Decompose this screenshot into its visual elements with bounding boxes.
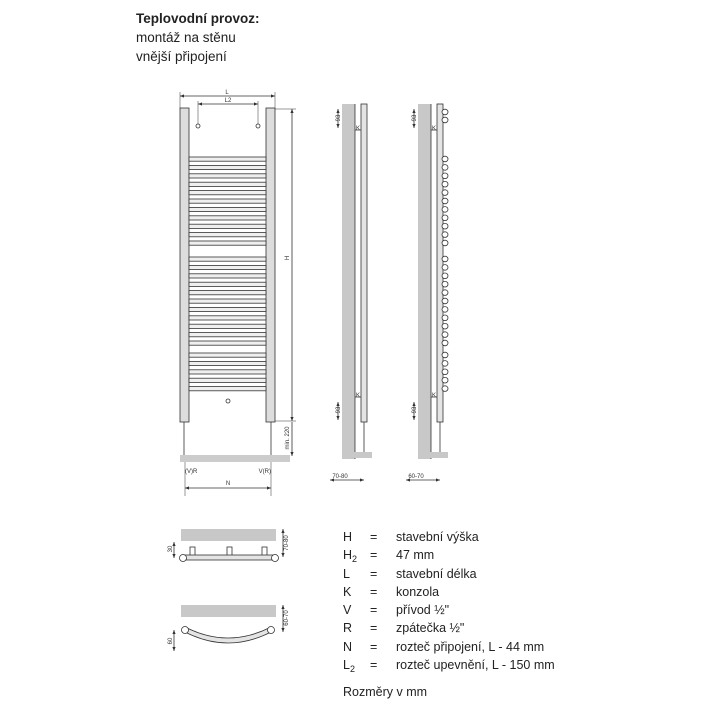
legend-symbol: K xyxy=(343,584,352,599)
dim-min220: min. 220 xyxy=(285,426,291,450)
legend-description: stavební výška xyxy=(396,530,479,544)
wall-1 xyxy=(342,104,355,459)
legend-equals: = xyxy=(370,621,378,636)
bar-profile xyxy=(442,198,448,204)
legend-description: konzola xyxy=(396,584,440,599)
front-view xyxy=(180,92,296,496)
bar-profile xyxy=(442,377,448,383)
legend-symbol: $H_2$ xyxy=(343,548,358,565)
mount-point-left xyxy=(196,124,200,128)
legend-equals: = xyxy=(370,639,378,654)
radiator-bar xyxy=(189,257,266,261)
radiator-bar xyxy=(189,233,266,237)
legend-row xyxy=(343,583,555,601)
heading-line-mounting: montáž na stěnu xyxy=(136,30,236,45)
bar-profile xyxy=(442,290,448,296)
legend-description: přívod ½" xyxy=(396,603,450,618)
bar-profile xyxy=(442,281,448,287)
curved-tube xyxy=(185,627,271,643)
bar-profile xyxy=(442,386,448,392)
dim-60-70: 60-70 xyxy=(408,474,424,480)
right-collector xyxy=(266,108,275,422)
bar-profile xyxy=(442,352,448,358)
label-vr-right: V(R) xyxy=(258,469,271,475)
dim-60-70-top: 60-70 xyxy=(284,610,290,626)
bar-profile xyxy=(442,232,448,238)
heading-title: Teplovodní provoz: xyxy=(136,11,260,26)
side-view-left xyxy=(330,104,372,480)
label-vr-left: (V)R xyxy=(185,469,198,475)
dim-60: 60 xyxy=(168,637,174,645)
bar-profile xyxy=(442,109,448,115)
legend-row xyxy=(343,601,555,619)
bar-profile xyxy=(442,256,448,262)
radiator-bar xyxy=(189,307,266,311)
dim-n: N xyxy=(225,481,231,487)
radiator-bar xyxy=(189,224,266,228)
legend-row xyxy=(343,565,555,583)
radiator-bar xyxy=(189,265,266,269)
radiator-bar xyxy=(189,341,266,345)
dim-93-bottom-2: 93 xyxy=(412,406,418,414)
dim-l2: L2 xyxy=(224,98,232,104)
legend-description: rozteč připojení, L - 44 mm xyxy=(396,639,545,654)
legend-symbol: $L_2$ xyxy=(343,658,355,675)
legend-equals: = xyxy=(370,603,378,618)
radiator-bar xyxy=(189,378,266,382)
bar-profile xyxy=(442,223,448,229)
legend-symbol: V xyxy=(343,603,352,618)
legend-description: stavební délka xyxy=(396,566,477,581)
legend xyxy=(343,528,555,674)
legend-equals: = xyxy=(370,658,378,673)
radiator-bar xyxy=(189,174,266,178)
straight-tube xyxy=(183,555,275,560)
radiator-bar xyxy=(189,361,266,365)
legend-row xyxy=(343,638,555,656)
bar-profile xyxy=(442,307,448,313)
dim-h: H xyxy=(285,255,291,261)
legend-equals: = xyxy=(370,566,378,581)
label-k-bottom-1: K xyxy=(355,393,361,399)
legend-description: 47 mm xyxy=(396,548,435,563)
bar-profile xyxy=(442,369,448,375)
side-view-right xyxy=(406,104,448,480)
dim-93-top-2: 93 xyxy=(412,114,418,122)
top-view-curved xyxy=(174,605,283,651)
floor xyxy=(180,455,290,462)
radiator-bar xyxy=(189,207,266,211)
radiator-bar xyxy=(189,282,266,286)
dim-70-80: 70-80 xyxy=(332,474,348,480)
legend-row xyxy=(343,619,555,637)
legend-symbol: H xyxy=(343,530,353,544)
radiator-bar xyxy=(189,316,266,320)
bar-profile xyxy=(442,240,448,246)
units-note: Rozměry v mm xyxy=(343,685,428,699)
heading-line-connection: vnější připojení xyxy=(136,49,227,64)
bar-profile xyxy=(442,165,448,171)
collector-side-2 xyxy=(437,104,443,422)
bar-profile xyxy=(442,298,448,304)
legend-symbol: N xyxy=(343,639,353,654)
legend-row xyxy=(343,528,555,546)
bar-profile xyxy=(442,156,448,162)
dim-l: L xyxy=(225,90,229,96)
radiator-bar xyxy=(189,299,266,303)
bar-profile xyxy=(442,273,448,279)
bar-profile xyxy=(442,207,448,213)
radiator-bar xyxy=(189,216,266,220)
top-view-straight xyxy=(174,529,283,562)
radiator-bar xyxy=(189,157,266,161)
bar-profile xyxy=(442,181,448,187)
legend-description: zpátečka ½" xyxy=(396,621,465,636)
bar-profile xyxy=(442,215,448,221)
legend-symbol: L xyxy=(343,566,350,581)
bar-profile xyxy=(442,361,448,367)
radiator-bar xyxy=(189,324,266,328)
wall-2 xyxy=(418,104,431,459)
label-k-bottom-2: K xyxy=(431,393,437,399)
bar-profile xyxy=(442,265,448,271)
legend-symbol: R xyxy=(343,621,353,636)
radiator-bar xyxy=(189,191,266,195)
label-k-top-1: K xyxy=(355,126,361,132)
radiator-bar xyxy=(189,353,266,357)
front-bars xyxy=(189,157,266,391)
legend-equals: = xyxy=(370,584,378,599)
bar-profile xyxy=(442,323,448,329)
radiator-bar xyxy=(189,291,266,295)
legend-equals: = xyxy=(370,548,378,563)
wall-top-1 xyxy=(181,529,276,541)
radiator-bar xyxy=(189,274,266,278)
radiator-bar xyxy=(189,165,266,169)
dim-70-80-top: 70-80 xyxy=(284,535,290,551)
bar-profile xyxy=(442,340,448,346)
radiator-bar xyxy=(189,199,266,203)
collector-side-1 xyxy=(361,104,367,422)
dim-93-top-1: 93 xyxy=(336,114,342,122)
radiator-bar xyxy=(189,387,266,391)
bar-profile xyxy=(442,190,448,196)
bar-profile xyxy=(442,315,448,321)
legend-row xyxy=(343,546,555,564)
wall-top-2 xyxy=(181,605,276,617)
left-collector xyxy=(180,108,189,422)
radiator-bar xyxy=(189,370,266,374)
mount-point-right xyxy=(256,124,260,128)
radiator-bar xyxy=(189,241,266,245)
label-k-top-2: K xyxy=(431,126,437,132)
bar-profile xyxy=(442,117,448,123)
legend-row xyxy=(343,656,555,674)
legend-equals: = xyxy=(370,530,378,544)
bar-profile xyxy=(442,332,448,338)
radiator-bar xyxy=(189,182,266,186)
dim-93-bottom-1: 93 xyxy=(336,406,342,414)
legend-description: rozteč upevnění, L - 150 mm xyxy=(396,658,555,673)
bar-profile xyxy=(442,173,448,179)
dim-30: 30 xyxy=(168,545,174,553)
radiator-bar xyxy=(189,333,266,337)
mount-point-bottom xyxy=(226,399,230,403)
